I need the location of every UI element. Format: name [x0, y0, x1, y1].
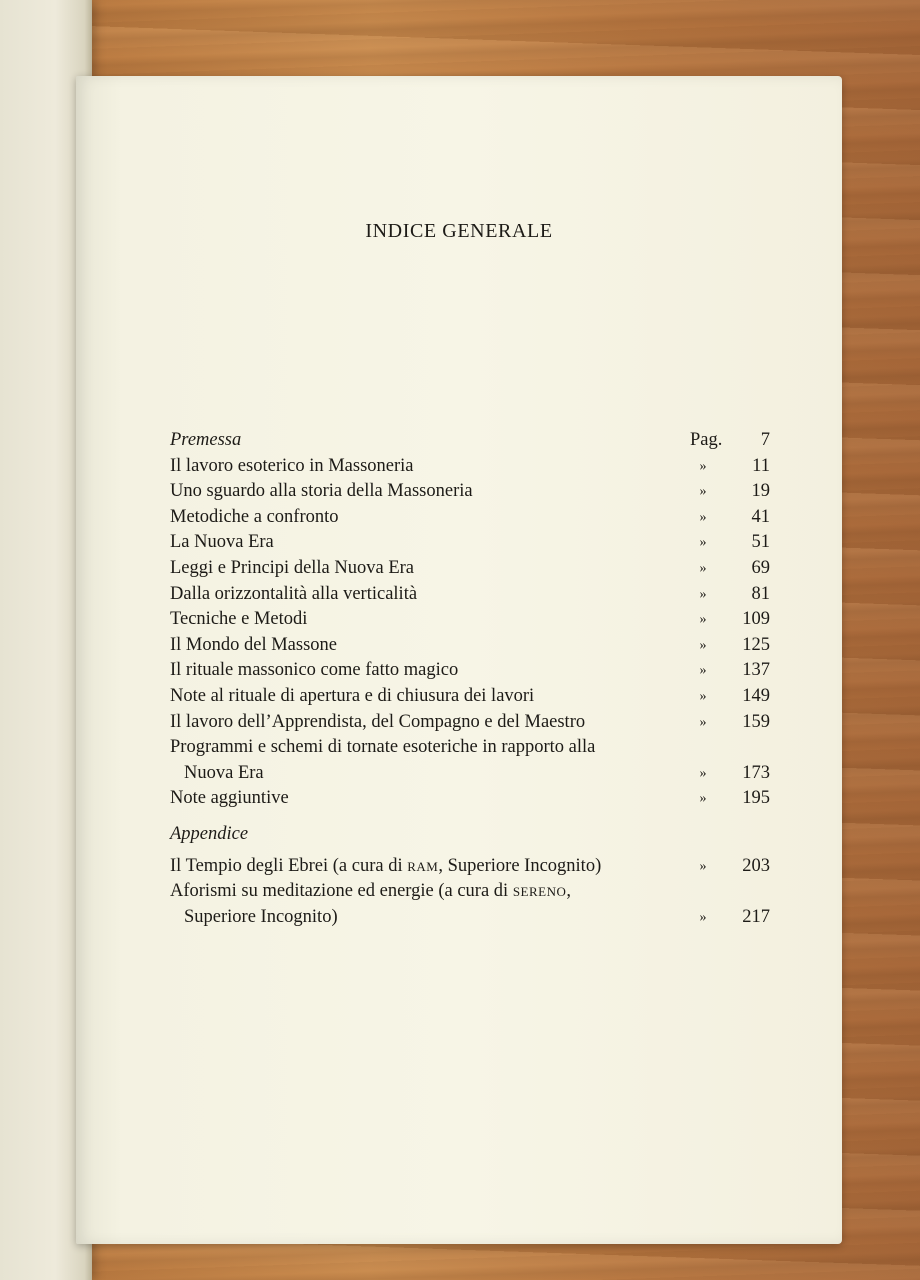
table-of-contents [170, 428, 770, 930]
toc-entry [170, 479, 770, 505]
toc-entry-title: Note aggiuntive [170, 788, 289, 809]
toc-entry-title: Uno sguardo alla storia della Massoneria [170, 481, 473, 502]
toc-page-number: 109 [742, 609, 770, 630]
toc-entry-text: Aforismi su meditazione ed energie (a cura di [170, 881, 513, 902]
toc-page-number: 7 [760, 430, 770, 450]
toc-entry [170, 582, 770, 608]
ditto-mark: » [699, 612, 707, 628]
toc-premessa [170, 428, 770, 454]
ditto-mark: » [699, 714, 707, 730]
toc-page-number: 69 [751, 557, 770, 578]
toc-entry [170, 710, 770, 736]
toc-entry [170, 786, 770, 812]
book-page [76, 76, 842, 1244]
toc-entry-title: Il lavoro esoterico in Massoneria [170, 455, 414, 476]
ditto-mark: » [699, 688, 707, 704]
toc-entry-title: Programmi e schemi di tornate esoteriche in rapporto alla [170, 737, 596, 758]
page-title: INDICE GENERALE [365, 220, 553, 242]
toc-page-number: 159 [742, 711, 770, 732]
toc-entry-title: Il rituale massonico come fatto magico [170, 660, 459, 681]
toc-entry-title [170, 879, 571, 905]
ditto-mark: » [699, 509, 707, 525]
toc-entry [170, 633, 770, 659]
toc-entry-title: La Nuova Era [170, 532, 274, 553]
toc-entry [170, 684, 770, 710]
ditto-mark: » [699, 484, 707, 500]
toc-entry [170, 556, 770, 582]
ditto-mark: » [699, 765, 707, 781]
toc-entry-continuation [170, 905, 770, 931]
section-gap [170, 812, 770, 822]
toc-entry-title: Tecniche e Metodi [170, 609, 308, 630]
toc-page-number: 11 [752, 455, 770, 476]
toc-premessa-title: Premessa [170, 430, 242, 450]
toc-entry-title-continuation: Nuova Era [184, 762, 264, 783]
toc-entry-title: Leggi e Principi della Nuova Era [170, 557, 415, 578]
toc-entry-text: , Superiore Incognito) [438, 855, 602, 876]
toc-appendice [170, 822, 770, 848]
toc-page-number: 173 [742, 762, 770, 783]
toc-entry-title: Note al rituale di apertura e di chiusura dei lavori [170, 685, 535, 706]
toc-page-number: 19 [751, 481, 770, 502]
ditto-mark: » [699, 663, 707, 679]
toc-entry-title: Il lavoro dell’Apprendista, del Compagno e del Maestro [170, 711, 586, 732]
toc-page-number: 125 [742, 634, 770, 655]
ditto-mark: » [699, 535, 707, 551]
toc-page-number: 217 [742, 906, 770, 927]
toc-page-number: 137 [742, 660, 770, 681]
toc-entry-text: Il Tempio degli Ebrei (a cura di [170, 855, 408, 876]
ditto-mark: » [699, 560, 707, 576]
ditto-mark: » [699, 586, 707, 602]
ditto-mark: » [699, 791, 707, 807]
toc-page-number: 149 [742, 685, 770, 706]
toc-appendice-title: Appendice [170, 823, 249, 844]
toc-entry [170, 658, 770, 684]
toc-page-number: 203 [742, 855, 770, 876]
toc-entry-title-continuation: Superiore Incognito) [184, 906, 338, 927]
toc-page-number: 195 [742, 788, 770, 809]
toc-entry [170, 530, 770, 556]
toc-entry [170, 879, 770, 905]
ditto-mark: » [699, 858, 707, 874]
author-name: sereno [512, 881, 567, 902]
toc-entry-title [170, 854, 601, 880]
toc-page-number: 41 [751, 506, 770, 527]
toc-entry-continuation [170, 761, 770, 787]
ditto-mark: » [699, 637, 707, 653]
toc-entry [170, 854, 770, 880]
toc-entry-text: , [566, 881, 571, 902]
toc-entry [170, 607, 770, 633]
ditto-mark: » [699, 909, 707, 925]
toc-entry [170, 735, 770, 761]
toc-page-number: 81 [751, 583, 770, 604]
toc-entry [170, 454, 770, 480]
ditto-mark: » [699, 458, 707, 474]
toc-page-number: 51 [751, 532, 770, 553]
toc-entry-title: Il Mondo del Massone [170, 634, 337, 655]
toc-entry-title: Metodiche a confronto [170, 506, 339, 527]
author-name: ram [407, 855, 439, 876]
toc-entry-title: Dalla orizzontalità alla verticalità [170, 583, 418, 604]
page-label: Pag. [690, 430, 723, 450]
toc-entry [170, 505, 770, 531]
